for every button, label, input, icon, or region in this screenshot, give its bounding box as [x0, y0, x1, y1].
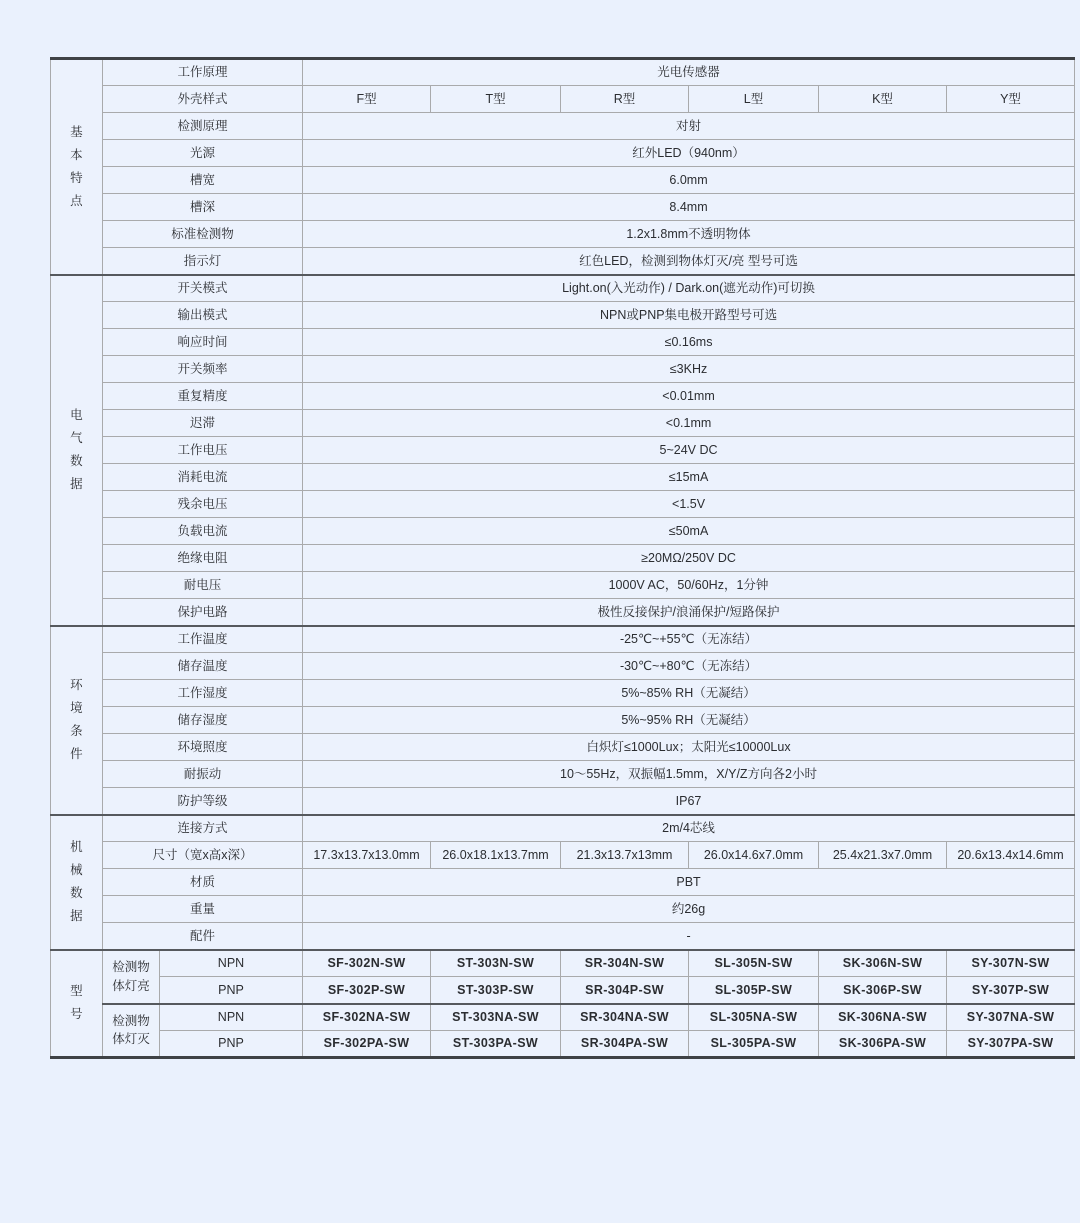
- property-value: -30℃~+80℃（无冻结）: [303, 653, 1075, 680]
- property-value: 26.0x14.6x7.0mm: [689, 842, 819, 869]
- property-label: 储存湿度: [103, 707, 303, 734]
- table-row: [51, 302, 1075, 329]
- model-number: SR-304PA-SW: [561, 1031, 689, 1058]
- table-row: [51, 788, 1075, 815]
- table-row: [51, 545, 1075, 572]
- section-group-label: 电 气 数 据: [51, 275, 103, 626]
- property-value: 5%~85% RH（无凝结）: [303, 680, 1075, 707]
- property-value: 5~24V DC: [303, 437, 1075, 464]
- model-number: SF-302P-SW: [303, 977, 431, 1004]
- model-number: SF-302N-SW: [303, 950, 431, 977]
- model-number: ST-303P-SW: [431, 977, 561, 1004]
- specification-table: [50, 57, 1075, 1059]
- model-number: SY-307P-SW: [947, 977, 1075, 1004]
- property-label: 工作电压: [103, 437, 303, 464]
- table-row: [51, 896, 1075, 923]
- property-value: -: [303, 923, 1075, 950]
- table-row: [51, 518, 1075, 545]
- property-value: 10～55Hz，双振幅1.5mm，X/Y/Z方向各2小时: [303, 761, 1075, 788]
- model-number: SL-305PA-SW: [689, 1031, 819, 1058]
- model-row: [51, 1004, 1075, 1031]
- table-row: [51, 410, 1075, 437]
- property-label: 重量: [103, 896, 303, 923]
- model-number: SR-304NA-SW: [561, 1004, 689, 1031]
- spec-sheet: [50, 57, 1064, 1059]
- property-label: 储存温度: [103, 653, 303, 680]
- property-value: 6.0mm: [303, 167, 1075, 194]
- table-row: [51, 464, 1075, 491]
- model-number: ST-303PA-SW: [431, 1031, 561, 1058]
- property-label: 外壳样式: [103, 86, 303, 113]
- property-value: ≤15mA: [303, 464, 1075, 491]
- model-number: SL-305P-SW: [689, 977, 819, 1004]
- output-type-label: NPN: [160, 1004, 303, 1031]
- property-value: PBT: [303, 869, 1075, 896]
- property-label: 检测原理: [103, 113, 303, 140]
- model-number: SK-306PA-SW: [819, 1031, 947, 1058]
- property-label: 工作湿度: [103, 680, 303, 707]
- table-row: [51, 221, 1075, 248]
- model-row: [51, 950, 1075, 977]
- property-label: 开关频率: [103, 356, 303, 383]
- model-number: SL-305N-SW: [689, 950, 819, 977]
- table-row: [51, 383, 1075, 410]
- property-value: 极性反接保护/浪涌保护/短路保护: [303, 599, 1075, 626]
- table-row: [51, 599, 1075, 626]
- property-label: 尺寸（宽x高x深）: [103, 842, 303, 869]
- table-row: [51, 59, 1075, 86]
- model-number: SK-306P-SW: [819, 977, 947, 1004]
- table-row: [51, 761, 1075, 788]
- table-row: [51, 140, 1075, 167]
- model-row: [51, 1031, 1075, 1058]
- property-label: 保护电路: [103, 599, 303, 626]
- output-type-label: PNP: [160, 1031, 303, 1058]
- table-row: [51, 869, 1075, 896]
- property-value: <0.01mm: [303, 383, 1075, 410]
- detection-mode-label-line1: 检测物: [112, 960, 150, 975]
- property-label: 连接方式: [103, 815, 303, 842]
- property-label: 输出模式: [103, 302, 303, 329]
- property-value: 5%~95% RH（无凝结）: [303, 707, 1075, 734]
- property-value: 21.3x13.7x13mm: [561, 842, 689, 869]
- model-number: ST-303N-SW: [431, 950, 561, 977]
- property-label: 响应时间: [103, 329, 303, 356]
- model-number: ST-303NA-SW: [431, 1004, 561, 1031]
- model-number: SY-307N-SW: [947, 950, 1075, 977]
- model-number: SF-302PA-SW: [303, 1031, 431, 1058]
- detection-mode-label: [103, 1004, 160, 1058]
- model-number: SR-304P-SW: [561, 977, 689, 1004]
- detection-mode-label: [103, 950, 160, 1004]
- property-value: 红外LED（940nm）: [303, 140, 1075, 167]
- property-label: 标准检测物: [103, 221, 303, 248]
- property-label: 开关模式: [103, 275, 303, 302]
- model-number: SK-306NA-SW: [819, 1004, 947, 1031]
- table-row: [51, 167, 1075, 194]
- model-number: SL-305NA-SW: [689, 1004, 819, 1031]
- property-value: K型: [819, 86, 947, 113]
- property-label: 耐电压: [103, 572, 303, 599]
- property-label: 光源: [103, 140, 303, 167]
- table-row: [51, 707, 1075, 734]
- output-type-label: NPN: [160, 950, 303, 977]
- property-value: -25℃~+55℃（无冻结）: [303, 626, 1075, 653]
- property-value: ≥20MΩ/250V DC: [303, 545, 1075, 572]
- property-value: <1.5V: [303, 491, 1075, 518]
- property-value: 25.4x21.3x7.0mm: [819, 842, 947, 869]
- table-row: [51, 626, 1075, 653]
- property-label: 槽深: [103, 194, 303, 221]
- property-label: 工作原理: [103, 59, 303, 86]
- property-value: 20.6x13.4x14.6mm: [947, 842, 1075, 869]
- table-row: [51, 815, 1075, 842]
- property-value: 白炽灯≤1000Lux；太阳光≤10000Lux: [303, 734, 1075, 761]
- property-label: 耐振动: [103, 761, 303, 788]
- section-group-label: 型 号: [51, 950, 103, 1058]
- property-value: 红色LED，检测到物体灯灭/亮 型号可选: [303, 248, 1075, 275]
- property-value: 1000V AC，50/60Hz，1分钟: [303, 572, 1075, 599]
- section-group-label: 环 境 条 件: [51, 626, 103, 815]
- table-row: [51, 734, 1075, 761]
- table-row: [51, 86, 1075, 113]
- property-value: 8.4mm: [303, 194, 1075, 221]
- property-value: 17.3x13.7x13.0mm: [303, 842, 431, 869]
- property-value: IP67: [303, 788, 1075, 815]
- table-row: [51, 275, 1075, 302]
- table-row: [51, 437, 1075, 464]
- property-value: ≤0.16ms: [303, 329, 1075, 356]
- property-value: T型: [431, 86, 561, 113]
- model-number: SF-302NA-SW: [303, 1004, 431, 1031]
- property-label: 消耗电流: [103, 464, 303, 491]
- table-row: [51, 572, 1075, 599]
- property-label: 迟滞: [103, 410, 303, 437]
- property-label: 配件: [103, 923, 303, 950]
- property-value: L型: [689, 86, 819, 113]
- property-value: 约26g: [303, 896, 1075, 923]
- property-value: <0.1mm: [303, 410, 1075, 437]
- property-value: Light.on(入光动作) / Dark.on(遮光动作)可切换: [303, 275, 1075, 302]
- table-row: [51, 923, 1075, 950]
- property-value: 光电传感器: [303, 59, 1075, 86]
- property-value: 1.2x1.8mm不透明物体: [303, 221, 1075, 248]
- section-group-label: 机 械 数 据: [51, 815, 103, 950]
- property-value: ≤3KHz: [303, 356, 1075, 383]
- property-value: 2m/4芯线: [303, 815, 1075, 842]
- table-row: [51, 194, 1075, 221]
- model-number: SY-307PA-SW: [947, 1031, 1075, 1058]
- property-value: ≤50mA: [303, 518, 1075, 545]
- detection-mode-label-line2: 体灯灭: [112, 1032, 150, 1047]
- model-number: SR-304N-SW: [561, 950, 689, 977]
- property-label: 绝缘电阻: [103, 545, 303, 572]
- table-row: [51, 248, 1075, 275]
- property-value: F型: [303, 86, 431, 113]
- property-label: 材质: [103, 869, 303, 896]
- table-row: [51, 842, 1075, 869]
- property-value: R型: [561, 86, 689, 113]
- table-row: [51, 329, 1075, 356]
- detection-mode-label-line1: 检测物: [112, 1014, 150, 1029]
- property-value: 对射: [303, 113, 1075, 140]
- property-label: 指示灯: [103, 248, 303, 275]
- table-row: [51, 356, 1075, 383]
- table-row: [51, 680, 1075, 707]
- property-value: NPN或PNP集电极开路型号可选: [303, 302, 1075, 329]
- property-label: 残余电压: [103, 491, 303, 518]
- model-number: SY-307NA-SW: [947, 1004, 1075, 1031]
- property-label: 重复精度: [103, 383, 303, 410]
- property-label: 防护等级: [103, 788, 303, 815]
- property-label: 工作温度: [103, 626, 303, 653]
- table-row: [51, 491, 1075, 518]
- table-row: [51, 653, 1075, 680]
- detection-mode-label-line2: 体灯亮: [112, 978, 150, 993]
- table-row: [51, 113, 1075, 140]
- section-group-label: 基 本 特 点: [51, 59, 103, 275]
- property-value: Y型: [947, 86, 1075, 113]
- model-row: [51, 977, 1075, 1004]
- property-label: 槽宽: [103, 167, 303, 194]
- property-value: 26.0x18.1x13.7mm: [431, 842, 561, 869]
- property-label: 负载电流: [103, 518, 303, 545]
- property-label: 环境照度: [103, 734, 303, 761]
- model-number: SK-306N-SW: [819, 950, 947, 977]
- output-type-label: PNP: [160, 977, 303, 1004]
